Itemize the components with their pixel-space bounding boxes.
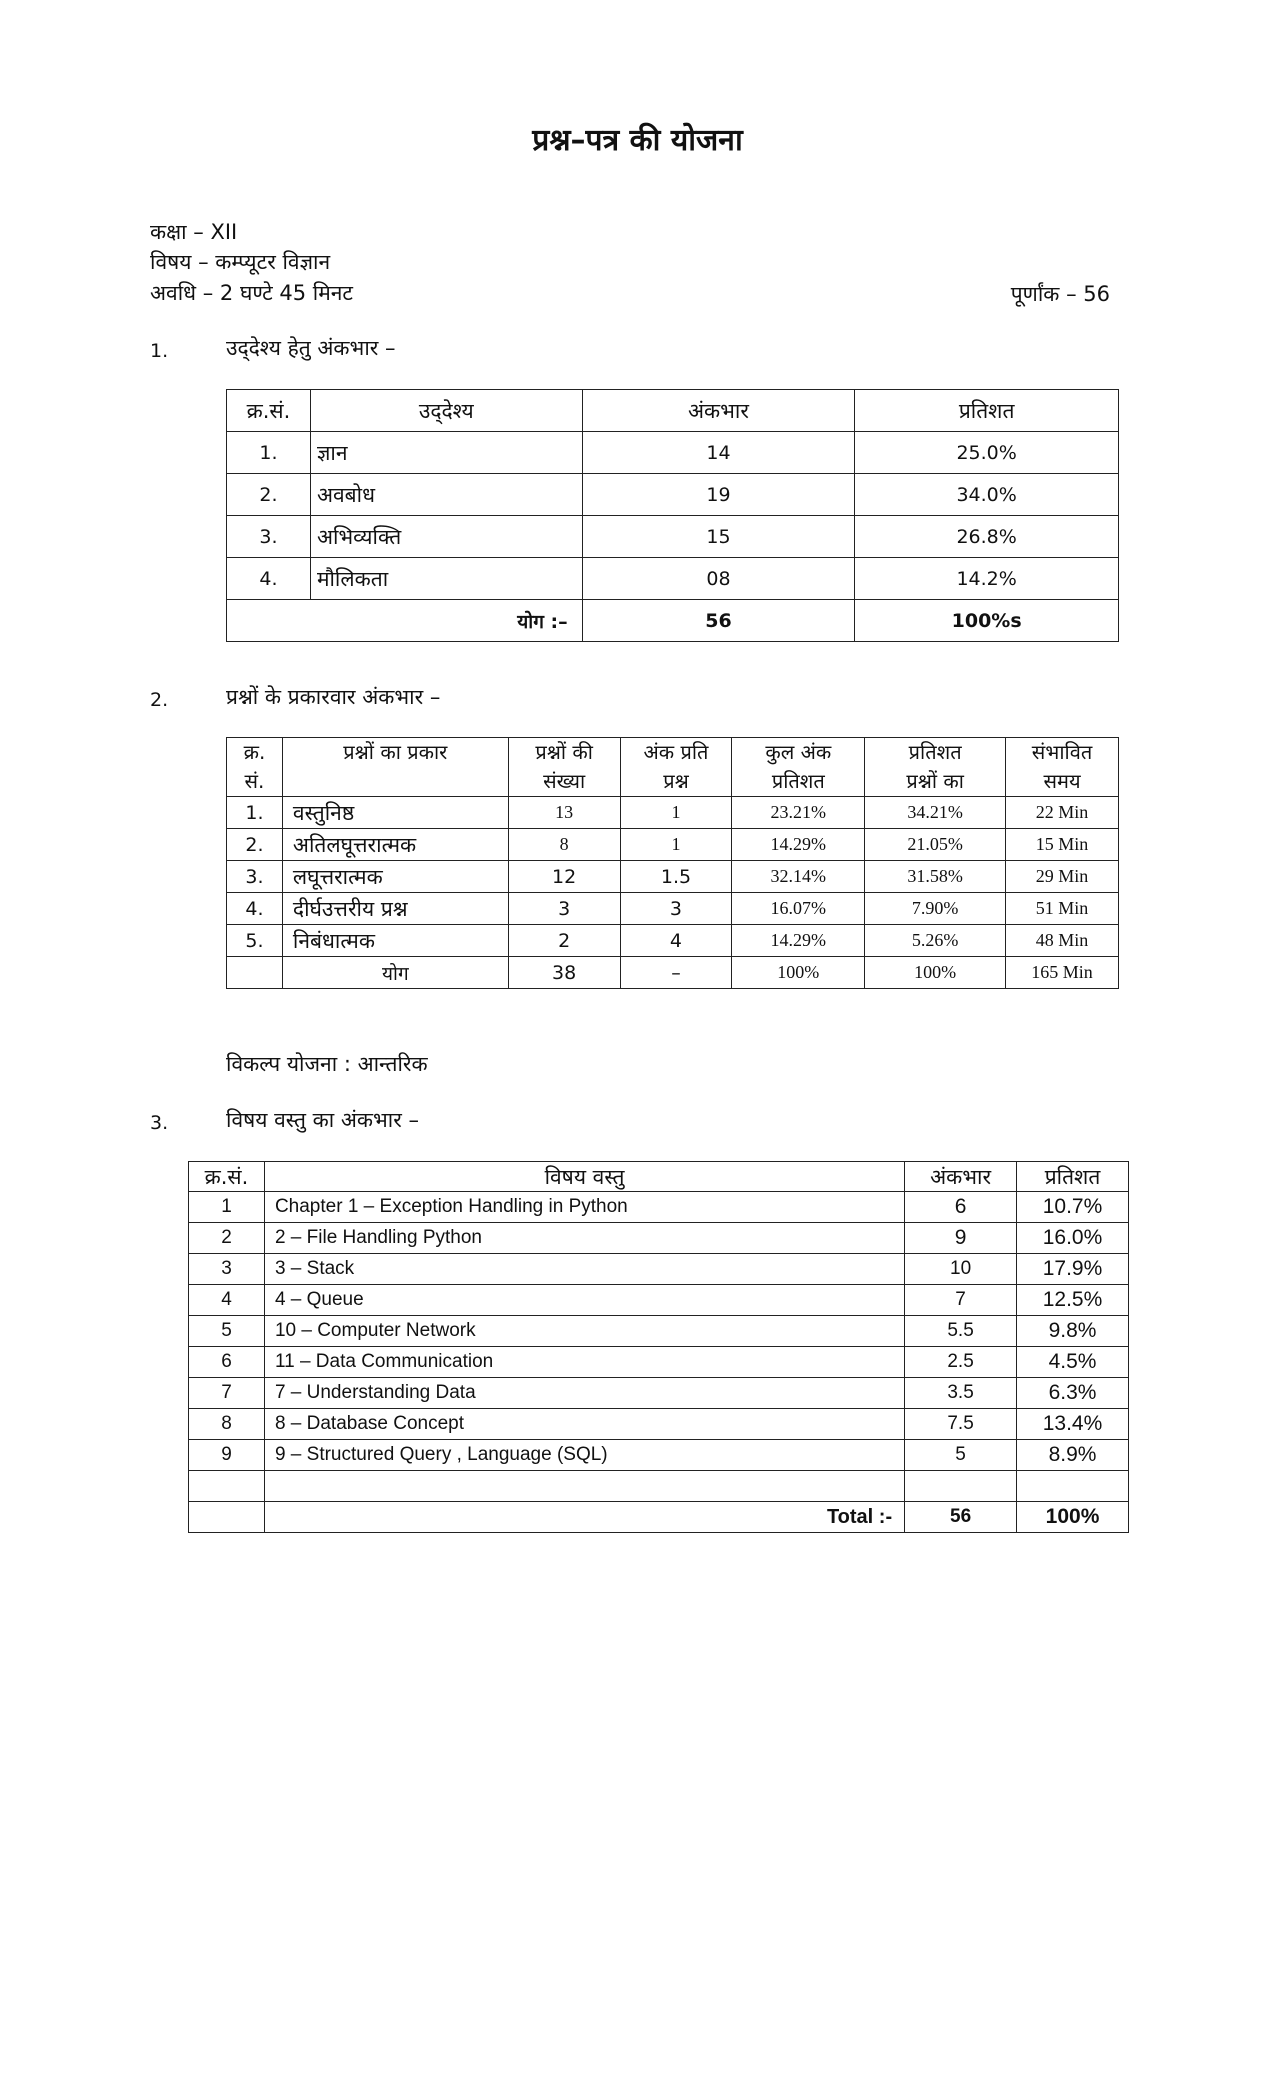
- total-percent: 100%: [732, 957, 865, 989]
- table-row: [189, 1285, 1129, 1316]
- percent-cell: 12.5%: [1017, 1285, 1129, 1316]
- serial-cell: 1.: [227, 797, 283, 829]
- table-row: [189, 1254, 1129, 1285]
- section-1-title: उद्‌देश्य हेतु अंकभार –: [226, 336, 396, 360]
- marks-cell: 7.5: [905, 1409, 1017, 1440]
- table-total-row: [227, 600, 1119, 642]
- total-question-percent: 100%: [865, 957, 1006, 989]
- serial-cell: 6: [189, 1347, 265, 1378]
- marks-cell: 5: [905, 1440, 1017, 1471]
- column-header-type: प्रश्नों का प्रकार: [282, 738, 508, 797]
- marks-cell: 2.5: [905, 1347, 1017, 1378]
- topic-cell: 4 – Queue: [264, 1285, 904, 1316]
- count-cell: 2: [508, 925, 620, 957]
- objective-cell: अवबोध: [310, 474, 582, 516]
- table-row: [227, 474, 1119, 516]
- page-title: प्रश्न–पत्र की योजना: [532, 123, 743, 158]
- type-cell: वस्तुनिष्ठ: [282, 797, 508, 829]
- count-cell: 13: [508, 797, 620, 829]
- serial-cell: 9: [189, 1440, 265, 1471]
- count-cell: 8: [508, 829, 620, 861]
- topic-cell: 9 – Structured Query , Language (SQL): [264, 1440, 904, 1471]
- table-row: [189, 1378, 1129, 1409]
- percent-cell: 13.4%: [1017, 1409, 1129, 1440]
- objective-cell: मौलिकता: [310, 558, 582, 600]
- objective-weightage-table: [226, 389, 1119, 642]
- topic-cell: 8 – Database Concept: [264, 1409, 904, 1440]
- column-header: अंकभार: [905, 1162, 1017, 1192]
- class-label: कक्षा – XII: [150, 220, 238, 244]
- duration-label: अवधि – 2 घण्टे 45 मिनट: [150, 281, 354, 305]
- topic-cell: 11 – Data Communication: [264, 1347, 904, 1378]
- time-cell: 29 Min: [1006, 861, 1119, 893]
- type-cell: अतिलघूत्तरात्मक: [282, 829, 508, 861]
- serial-cell: 3: [189, 1254, 265, 1285]
- serial-cell: 5.: [227, 925, 283, 957]
- total-percent-cell: 16.07%: [732, 893, 865, 925]
- table-row: [227, 797, 1119, 829]
- column-header: विषय वस्तु: [264, 1162, 904, 1192]
- total-marks: 56: [582, 600, 855, 642]
- type-cell: लघूत्तरात्मक: [282, 861, 508, 893]
- table-row: [189, 1192, 1129, 1223]
- total-label: Total :-: [264, 1502, 904, 1533]
- total-percent-cell: 23.21%: [732, 797, 865, 829]
- marks-cell: 3.5: [905, 1378, 1017, 1409]
- topic-cell: 3 – Stack: [264, 1254, 904, 1285]
- table-header-row: [227, 390, 1119, 432]
- serial-cell: 5: [189, 1316, 265, 1347]
- column-header-time: संभावित समय: [1006, 738, 1119, 797]
- serial-cell: 2.: [227, 829, 283, 861]
- column-header: प्रतिशत: [1017, 1162, 1129, 1192]
- serial-cell: 3.: [227, 516, 311, 558]
- column-header-marks-each: अंक प्रति प्रश्न: [620, 738, 732, 797]
- serial-cell: 8: [189, 1409, 265, 1440]
- type-cell: दीर्घउत्तरीय प्रश्न: [282, 893, 508, 925]
- percent-cell: 9.8%: [1017, 1316, 1129, 1347]
- section-3-title: विषय वस्तु का अंकभार –: [226, 1108, 419, 1132]
- topic-cell: 10 – Computer Network: [264, 1316, 904, 1347]
- topic-cell: Chapter 1 – Exception Handling in Python: [264, 1192, 904, 1223]
- percent-cell: 34.0%: [855, 474, 1119, 516]
- percent-cell: 4.5%: [1017, 1347, 1129, 1378]
- table-row: [227, 925, 1119, 957]
- table-row: [189, 1440, 1129, 1471]
- question-percent-cell: 34.21%: [865, 797, 1006, 829]
- marks-cell: 15: [582, 516, 855, 558]
- total-count: 38: [508, 957, 620, 989]
- serial-cell: 1: [189, 1192, 265, 1223]
- serial-cell: 4.: [227, 893, 283, 925]
- table-row: [227, 861, 1119, 893]
- question-type-weightage-table: [226, 737, 1119, 989]
- question-percent-cell: 21.05%: [865, 829, 1006, 861]
- question-percent-cell: 5.26%: [865, 925, 1006, 957]
- section-1-number: 1.: [150, 340, 169, 362]
- serial-cell: 4: [189, 1285, 265, 1316]
- total-percent: 100%s: [855, 600, 1119, 642]
- serial-cell: 4.: [227, 558, 311, 600]
- serial-cell: 3.: [227, 861, 283, 893]
- serial-cell: 1.: [227, 432, 311, 474]
- table-row: [189, 1316, 1129, 1347]
- time-cell: 48 Min: [1006, 925, 1119, 957]
- table-header-row: [189, 1162, 1129, 1192]
- count-cell: 12: [508, 861, 620, 893]
- content-weightage-table: [188, 1161, 1129, 1533]
- column-header-serial: क्र. सं.: [227, 738, 283, 797]
- table-row: [227, 516, 1119, 558]
- column-header: क्र.सं.: [189, 1162, 265, 1192]
- marks-cell: 08: [582, 558, 855, 600]
- table-row: [227, 829, 1119, 861]
- marks-cell: 9: [905, 1223, 1017, 1254]
- marks-cell: 10: [905, 1254, 1017, 1285]
- empty-row: [189, 1471, 1129, 1502]
- question-percent-cell: 7.90%: [865, 893, 1006, 925]
- table-row: [227, 558, 1119, 600]
- marks-cell: 14: [582, 432, 855, 474]
- percent-cell: 10.7%: [1017, 1192, 1129, 1223]
- option-scheme-note: विकल्प योजना : आन्तरिक: [226, 1052, 428, 1076]
- time-cell: 51 Min: [1006, 893, 1119, 925]
- total-percent: 100%: [1017, 1502, 1129, 1533]
- table-row: [227, 893, 1119, 925]
- marks-each-cell: 4: [620, 925, 732, 957]
- total-marks-each: –: [620, 957, 732, 989]
- column-header: उद्‌देश्य: [310, 390, 582, 432]
- empty-cell: [227, 957, 283, 989]
- table-total-row: [227, 957, 1119, 989]
- type-cell: निबंधात्मक: [282, 925, 508, 957]
- table-row: [227, 432, 1119, 474]
- topic-cell: 7 – Understanding Data: [264, 1378, 904, 1409]
- total-label: योग: [282, 957, 508, 989]
- marks-each-cell: 3: [620, 893, 732, 925]
- serial-cell: 2: [189, 1223, 265, 1254]
- question-percent-cell: 31.58%: [865, 861, 1006, 893]
- subject-label: विषय – कम्प्यूटर विज्ञान: [150, 250, 331, 274]
- column-header-total-percent: कुल अंक प्रतिशत: [732, 738, 865, 797]
- section-2-title: प्रश्नों के प्रकारवार अंकभार –: [226, 685, 441, 709]
- empty-cell: [189, 1502, 265, 1533]
- marks-cell: 19: [582, 474, 855, 516]
- table-row: [189, 1409, 1129, 1440]
- table-row: [189, 1347, 1129, 1378]
- percent-cell: 14.2%: [855, 558, 1119, 600]
- column-header-question-percent: प्रतिशत प्रश्नों का: [865, 738, 1006, 797]
- time-cell: 22 Min: [1006, 797, 1119, 829]
- marks-cell: 5.5: [905, 1316, 1017, 1347]
- table-row: [189, 1223, 1129, 1254]
- marks-each-cell: 1.5: [620, 861, 732, 893]
- table-total-row: [189, 1502, 1129, 1533]
- time-cell: 15 Min: [1006, 829, 1119, 861]
- column-header: अंकभार: [582, 390, 855, 432]
- column-header: क्र.सं.: [227, 390, 311, 432]
- count-cell: 3: [508, 893, 620, 925]
- column-header-count: प्रश्नों की संख्या: [508, 738, 620, 797]
- total-marks: 56: [905, 1502, 1017, 1533]
- serial-cell: 2.: [227, 474, 311, 516]
- section-2-number: 2.: [150, 689, 169, 711]
- total-percent-cell: 14.29%: [732, 829, 865, 861]
- percent-cell: 8.9%: [1017, 1440, 1129, 1471]
- marks-each-cell: 1: [620, 829, 732, 861]
- marks-each-cell: 1: [620, 797, 732, 829]
- total-percent-cell: 14.29%: [732, 925, 865, 957]
- percent-cell: 16.0%: [1017, 1223, 1129, 1254]
- serial-cell: 7: [189, 1378, 265, 1409]
- total-percent-cell: 32.14%: [732, 861, 865, 893]
- total-time: 165 Min: [1006, 957, 1119, 989]
- objective-cell: ज्ञान: [310, 432, 582, 474]
- topic-cell: 2 – File Handling Python: [264, 1223, 904, 1254]
- percent-cell: 26.8%: [855, 516, 1119, 558]
- percent-cell: 17.9%: [1017, 1254, 1129, 1285]
- section-3-number: 3.: [150, 1112, 169, 1134]
- percent-cell: 25.0%: [855, 432, 1119, 474]
- full-marks-label: पूर्णांक – 56: [1010, 282, 1110, 306]
- marks-cell: 7: [905, 1285, 1017, 1316]
- percent-cell: 6.3%: [1017, 1378, 1129, 1409]
- column-header: प्रतिशत: [855, 390, 1119, 432]
- total-label: योग :–: [227, 600, 583, 642]
- marks-cell: 6: [905, 1192, 1017, 1223]
- objective-cell: अभिव्यक्ति: [310, 516, 582, 558]
- table-header-row: [227, 738, 1119, 797]
